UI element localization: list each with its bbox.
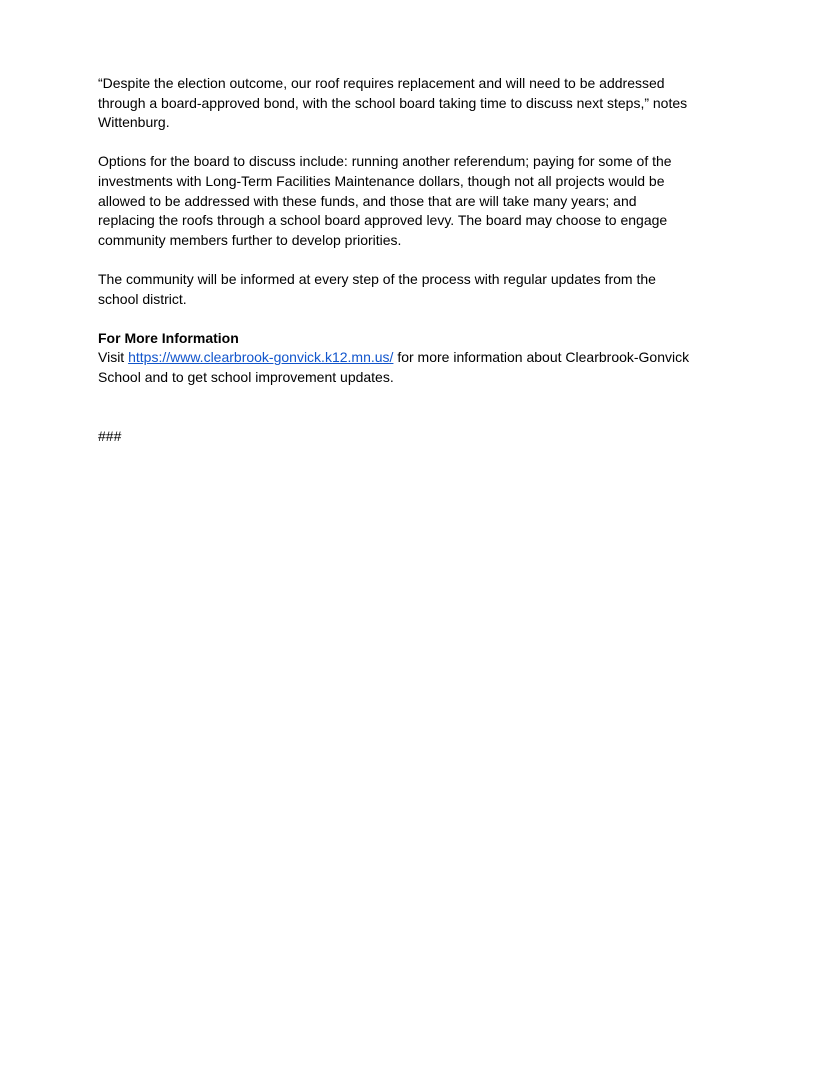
after-link-text: for more information about Clearbrook-Gonvick	[393, 349, 690, 366]
district-website-link[interactable]: https://www.clearbrook-gonvick.k12.mn.us/	[128, 349, 394, 366]
text-line: Options for the board to discuss include: running another referendum; paying for some of the	[98, 153, 672, 170]
text-line: school district.	[98, 290, 187, 307]
text-line: investments with Long-Term Facilities Maintenance dollars, though not all projects would be	[98, 172, 665, 189]
text-line: replacing the roofs through a school board approved levy. The board may choose to engage	[98, 212, 668, 229]
text-line: Wittenburg.	[98, 114, 170, 131]
section-heading-for-more-information: For More Information	[98, 329, 239, 346]
paragraph-more-information	[98, 348, 738, 387]
text-line: “Despite the election outcome, our roof requires replacement and will need to be addressed	[98, 75, 665, 91]
text-line: allowed to be addressed with these funds, and those that are will take many years; and	[98, 192, 637, 209]
end-marker: ###	[98, 427, 122, 444]
paragraph-quote	[98, 74, 738, 133]
text-line: The community will be informed at every step of the process with regular updates from the	[98, 270, 656, 287]
visit-prefix-text: Visit	[98, 349, 129, 366]
paragraph-community-updates	[98, 270, 738, 309]
text-line: community members further to develop priorities.	[98, 231, 402, 248]
document-page	[98, 74, 738, 446]
text-line: School and to get school improvement updates.	[98, 368, 394, 385]
text-line: through a board-approved bond, with the school board taking time to discuss next steps,” notes	[98, 94, 688, 111]
text-line	[98, 348, 738, 368]
paragraph-board-options	[98, 152, 738, 250]
